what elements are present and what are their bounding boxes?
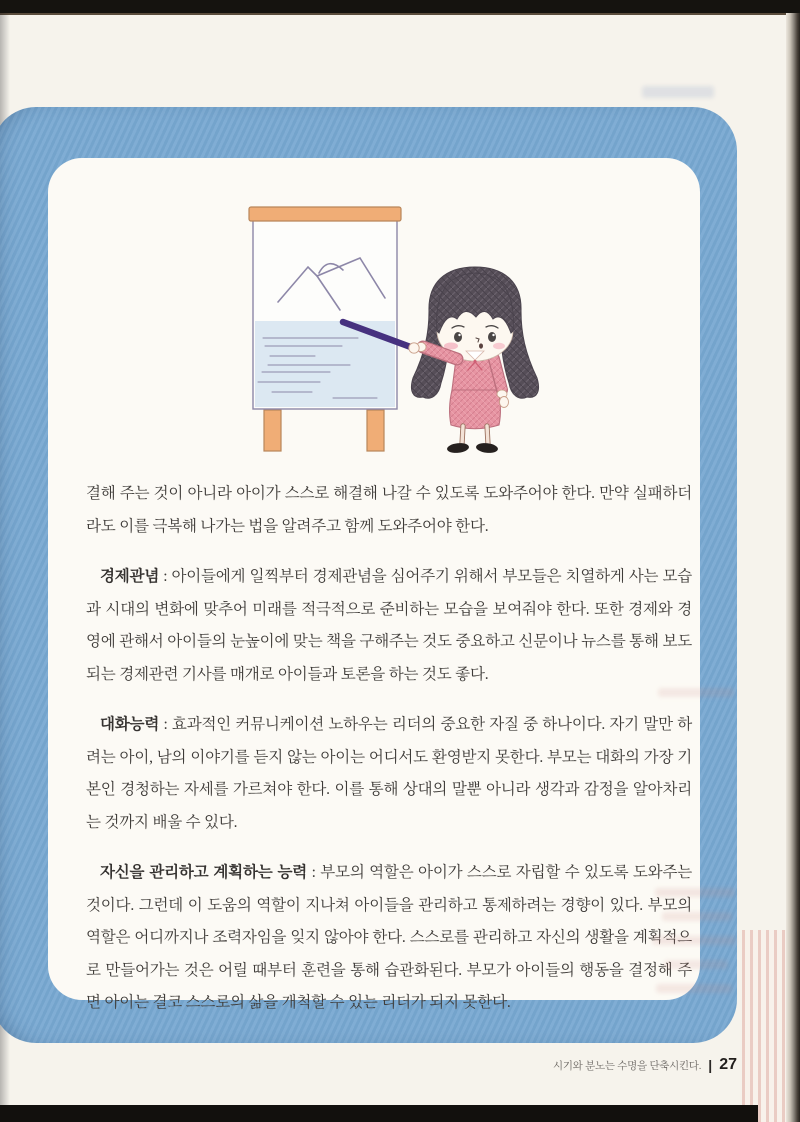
book-page-stack-edge (742, 930, 788, 1122)
mouth (479, 343, 483, 348)
blush-right (493, 343, 505, 349)
book-edge-bottom (0, 1105, 758, 1122)
paragraph (86, 857, 692, 1020)
body-text (86, 478, 692, 1038)
bleed-through-ghost-text (655, 888, 735, 897)
hand-right (500, 397, 509, 408)
book-edge-right (786, 13, 800, 1122)
paragraph-lead: 경제관념 (100, 568, 160, 585)
page-footer (553, 1056, 737, 1074)
bleed-through-ghost-text (656, 984, 732, 993)
paragraph-lead: 대화능력 (100, 716, 160, 733)
bleed-through-ghost-text (662, 912, 732, 921)
footer-separator: | (708, 1057, 713, 1073)
bleed-through-ghost-text (642, 86, 714, 98)
paragraph (86, 709, 692, 839)
hand-holding-pointer (409, 343, 419, 353)
bleed-through-ghost-text (658, 688, 734, 697)
paragraph (86, 478, 692, 543)
eye-right (488, 332, 496, 342)
paragraph-body: : 아이들에게 일찍부터 경제관념을 심어주기 위해서 부모들은 치열하게 사는 모습과 시대의 변화에 맞추어 미래를 적극적으로 준비하는 모습을 보여줘야 한다. 또한 경제와 경영에 관해서 아이들의 눈높이에 맞는 책을 구해주는 것도 중요하고 신문이나 뉴스를 통해 보도되는 경제관련 기사를 매개로 아이들과 토론을 하는 것도 좋다. (86, 568, 692, 683)
eye-left (454, 332, 462, 342)
girl-flipchart-illustration (235, 183, 565, 463)
book-edge-top (0, 0, 800, 15)
bleed-through-ghost-text (664, 960, 728, 969)
paragraph-body: 결해 주는 것이 아니라 아이가 스스로 해결해 나갈 수 있도록 도와주어야 한다. 만약 실패하더라도 이를 극복해 나가는 법을 알려주고 함께 도와주어야 한다. (86, 485, 692, 535)
paragraph (86, 561, 692, 691)
shoe-left (447, 442, 470, 454)
dress-skirt (450, 390, 501, 429)
shoe-right (476, 442, 499, 454)
paragraph-body: : 부모의 역할은 아이가 스스로 자립할 수 있도록 도와주는 것이다. 그런데 이 도움의 역할이 지나쳐 아이들을 관리하고 통제하려는 경향이 있다. 부모의 역할은 어디까지나 조력자임을 잊지 않아야 한다. 스스로를 관리하고 자신의 생활을 계획적으로 만들어가는 것은 어릴 때부터 훈련을 통해 습관화된다. 부모가 아이들의 행동을 결정해 주면 아이는 결코 스스로의 삶을 개척할 수 있는 리더가 되지 못한다. (86, 864, 693, 1011)
bleed-through-ghost-text (652, 936, 736, 945)
page-border-frame (0, 107, 737, 1043)
running-title: 시기와 분노는 수명을 단축시킨다. (553, 1059, 702, 1072)
paragraph-body: : 효과적인 커뮤니케이션 노하우는 리더의 중요한 자질 중 하나이다. 자기 말만 하려는 아이, 남의 이야기를 듣지 않는 아이는 어디서도 환영받지 못한다. 부모는 대화의 가장 기본인 경청하는 자세를 가르쳐야 한다. 이를 통해 상대의 말뿐 아니라 생각과 감정을 알아차리는 것까지 배울 수 있다. (86, 716, 692, 831)
paragraph-lead: 자신을 관리하고 계획하는 능력 (100, 864, 308, 881)
content-panel (48, 158, 700, 1011)
page-number: 27 (719, 1056, 737, 1073)
flipchart-easel (249, 207, 401, 451)
